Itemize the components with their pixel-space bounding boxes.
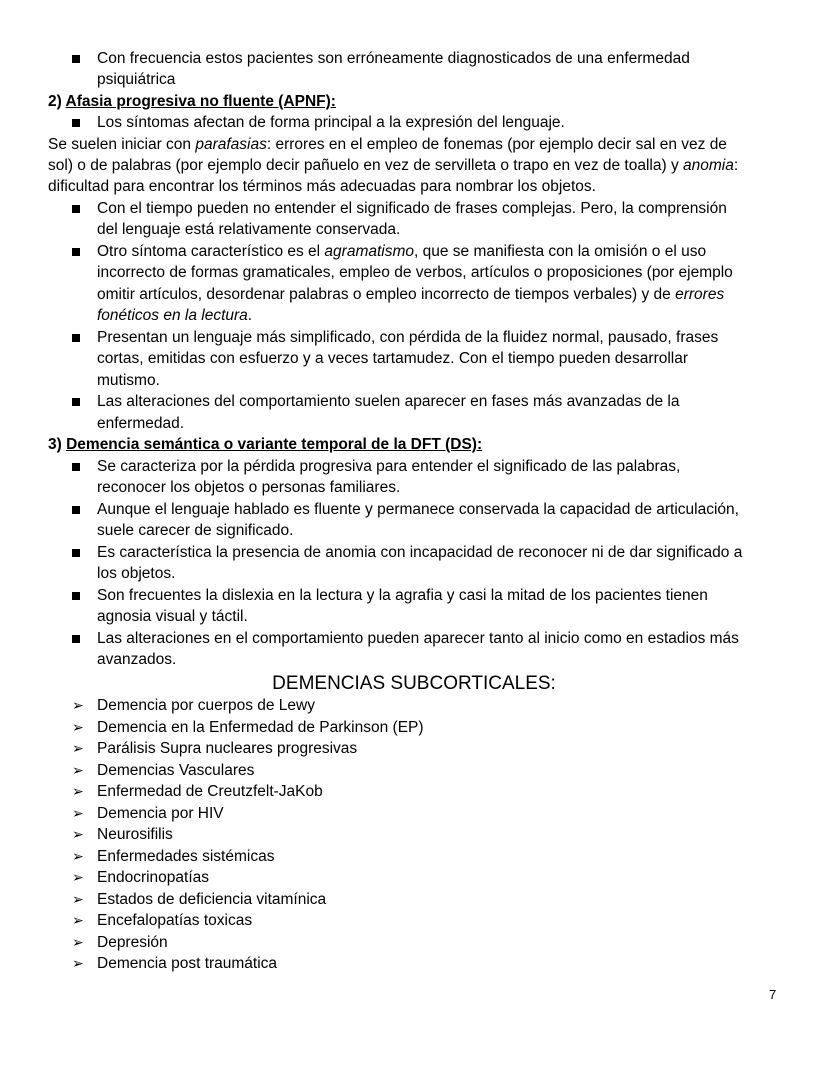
list-item: Encefalopatías toxicas xyxy=(97,912,253,929)
arrow-bullet-icon: ➢ xyxy=(72,869,84,885)
list-item: Depresión xyxy=(97,934,168,951)
list-item: Endocrinopatías xyxy=(97,869,210,886)
bullet-icon xyxy=(72,549,80,557)
bullet-icon xyxy=(72,506,80,514)
arrow-bullet-icon: ➢ xyxy=(72,805,84,821)
text-line: Las alteraciones del comportamiento suelen aparecer en fases más avanzadas de la xyxy=(97,393,680,410)
arrow-bullet-icon: ➢ xyxy=(72,891,84,907)
text-line: Las alteraciones en el comportamiento pueden aparecer tanto al inicio como en estadios más xyxy=(97,630,739,647)
text-line: reconocer los objetos o personas familiares. xyxy=(97,479,401,496)
arrow-bullet-icon: ➢ xyxy=(72,848,84,864)
list-item: Demencias Vasculares xyxy=(97,762,255,779)
arrow-bullet-icon: ➢ xyxy=(72,934,84,950)
text-line: Se caracteriza por la pérdida progresiva para entender el significado de las palabras, xyxy=(97,458,681,475)
text-line: cortas, emitidas con esfuerzo y a veces tartamudez. Con el tiempo pueden desarrollar xyxy=(97,350,689,367)
text-line: incorrecto de formas gramaticales, empleo de verbos, artículos o proposiciones (por ejemplo xyxy=(97,264,733,281)
bullet-icon xyxy=(72,205,80,213)
bullet-icon xyxy=(72,119,80,127)
arrow-bullet-icon: ➢ xyxy=(72,912,84,928)
list-item: Parálisis Supra nucleares progresivas xyxy=(97,740,358,757)
text-line: del lenguaje está relativamente conservada. xyxy=(97,221,401,238)
text-line: Presentan un lenguaje más simplificado, con pérdida de la fluidez normal, pausado, frases xyxy=(97,329,719,346)
text-line: agnosia visual y táctil. xyxy=(97,608,248,625)
text-line: Los síntomas afectan de forma principal a la expresión del lenguaje. xyxy=(97,114,565,131)
bullet-icon xyxy=(72,398,80,406)
list-item: Demencia post traumática xyxy=(97,955,278,972)
list-item: Demencia por cuerpos de Lewy xyxy=(97,697,315,714)
list-item: Enfermedad de Creutzfelt-JaKob xyxy=(97,783,323,800)
list-item: Neurosifilis xyxy=(97,826,173,843)
text-line: los objetos. xyxy=(97,565,176,582)
text-line: enfermedad. xyxy=(97,415,185,432)
arrow-bullet-icon: ➢ xyxy=(72,740,84,756)
section-heading-apnf: 2) Afasia progresiva no fluente (APNF): xyxy=(48,93,336,110)
text-line: omitir artículos, desordenar palabras o empleo incorrecto de tiempos verbales) y de errores xyxy=(97,286,725,303)
arrow-bullet-icon: ➢ xyxy=(72,826,84,842)
list-item: Demencia en la Enfermedad de Parkinson (EP) xyxy=(97,719,424,736)
arrow-bullet-icon: ➢ xyxy=(72,697,84,713)
text-line: suele carecer de significado. xyxy=(97,522,294,539)
text-line: sol) o de palabras (por ejemplo decir pañuelo en vez de servilleta o trapo en vez de toalla) y anomia: xyxy=(48,157,739,174)
arrow-bullet-icon: ➢ xyxy=(72,955,84,971)
text-line: avanzados. xyxy=(97,651,177,668)
bullet-icon xyxy=(72,55,80,63)
bullet-icon xyxy=(72,592,80,600)
text-line: Es característica la presencia de anomia con incapacidad de reconocer ni de dar significado a xyxy=(97,544,743,561)
text-line: fonéticos en la lectura. xyxy=(97,307,253,324)
arrow-bullet-icon: ➢ xyxy=(72,719,84,735)
list-item: Enfermedades sistémicas xyxy=(97,848,275,865)
list-item: Demencia por HIV xyxy=(97,805,224,822)
bullet-icon xyxy=(72,463,80,471)
section-title-subcorticales: DEMENCIAS SUBCORTICALES: xyxy=(272,673,556,694)
text-line: psiquiátrica xyxy=(97,71,176,88)
bullet-icon xyxy=(72,334,80,342)
text-line: Son frecuentes la dislexia en la lectura y la agrafia y casi la mitad de los pacientes tienen xyxy=(97,587,708,604)
text-line: Aunque el lenguaje hablado es fluente y permanece conservada la capacidad de articulación, xyxy=(97,501,739,518)
list-item: Estados de deficiencia vitamínica xyxy=(97,891,327,908)
text-line: dificultad para encontrar los términos más adecuadas para nombrar los objetos. xyxy=(48,178,596,195)
page-number: 7 xyxy=(769,987,777,1002)
arrow-bullet-icon: ➢ xyxy=(72,762,84,778)
bullet-icon xyxy=(72,248,80,256)
text-line: Otro síntoma característico es el agramatismo, que se manifiesta con la omisión o el uso xyxy=(97,243,707,260)
text-line: mutismo. xyxy=(97,372,160,389)
section-heading-ds: 3) Demencia semántica o variante temporal de la DFT (DS): xyxy=(48,436,483,453)
arrow-bullet-icon: ➢ xyxy=(72,783,84,799)
text-line: Con el tiempo pueden no entender el significado de frases complejas. Pero, la comprensión xyxy=(97,200,727,217)
text-line: Se suelen iniciar con parafasias: errores en el empleo de fonemas (por ejemplo decir sal en vez de xyxy=(48,136,727,153)
text-line: Con frecuencia estos pacientes son erróneamente diagnosticados de una enfermedad xyxy=(97,50,690,67)
bullet-icon xyxy=(72,635,80,643)
